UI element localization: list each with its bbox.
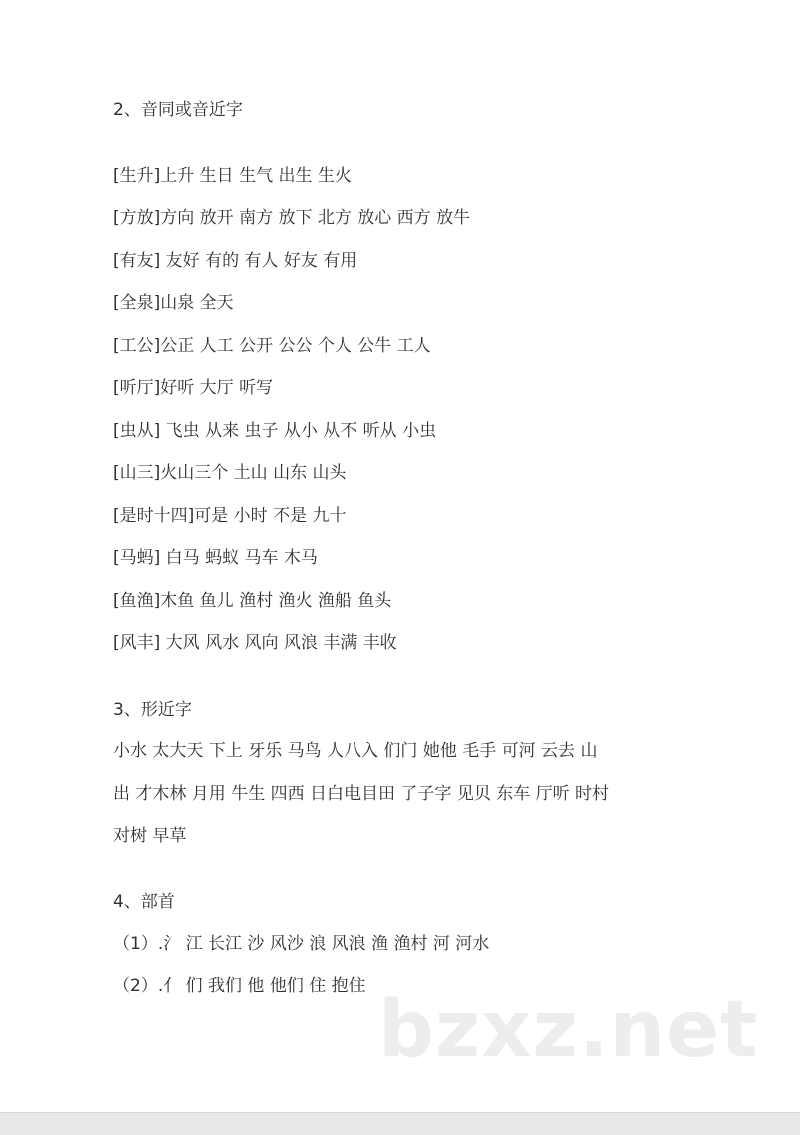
s2-line-9: [是时十四]可是 小时 不是 九十 — [113, 506, 347, 526]
s2-line-3: [有友] 友好 有的 有人 好友 有用 — [113, 251, 358, 271]
page-bottom-edge — [0, 1112, 800, 1135]
watermark-logo: bzxz.net — [378, 985, 759, 1075]
s4-line-1: （1）.氵 江 长江 沙 风沙 浪 风浪 渔 渔村 河 河水 — [113, 934, 490, 954]
s2-line-11: [鱼渔]木鱼 鱼儿 渔村 渔火 渔船 鱼头 — [113, 591, 392, 611]
s2-line-8: [山三]火山三个 土山 山东 山头 — [113, 463, 347, 483]
s3-line-3: 对树 早草 — [113, 826, 187, 846]
s2-line-7: [虫从] 飞虫 从来 虫子 从小 从不 听从 小虫 — [113, 421, 437, 441]
section-2-title: 2、音同或音近字 — [113, 100, 243, 120]
s4-line-2: （2）.亻 们 我们 他 他们 住 抱住 — [113, 976, 366, 996]
section-3-title: 3、形近字 — [113, 700, 192, 720]
s2-line-10: [马蚂] 白马 蚂蚁 马车 木马 — [113, 548, 318, 568]
s2-line-12: [风丰] 大风 风水 风向 风浪 丰满 丰收 — [113, 633, 397, 653]
s2-line-1: [生升]上升 生日 生气 出生 生火 — [113, 166, 352, 186]
s2-line-5: [工公]公正 人工 公开 公公 个人 公牛 工人 — [113, 336, 431, 356]
s3-line-2: 出 才木林 月用 牛生 四西 日白电目田 了子字 见贝 东车 厅听 时村 — [113, 784, 610, 804]
s2-line-6: [听厅]好听 大厅 听写 — [113, 378, 274, 398]
s2-line-2: [方放]方向 放开 南方 放下 北方 放心 西方 放牛 — [113, 208, 471, 228]
section-4-title: 4、部首 — [113, 892, 175, 912]
s3-line-1: 小水 太大天 下上 牙乐 马鸟 人八入 们门 她他 毛手 可河 云去 山 — [113, 741, 598, 761]
s2-line-4: [全泉]山泉 全天 — [113, 293, 234, 313]
